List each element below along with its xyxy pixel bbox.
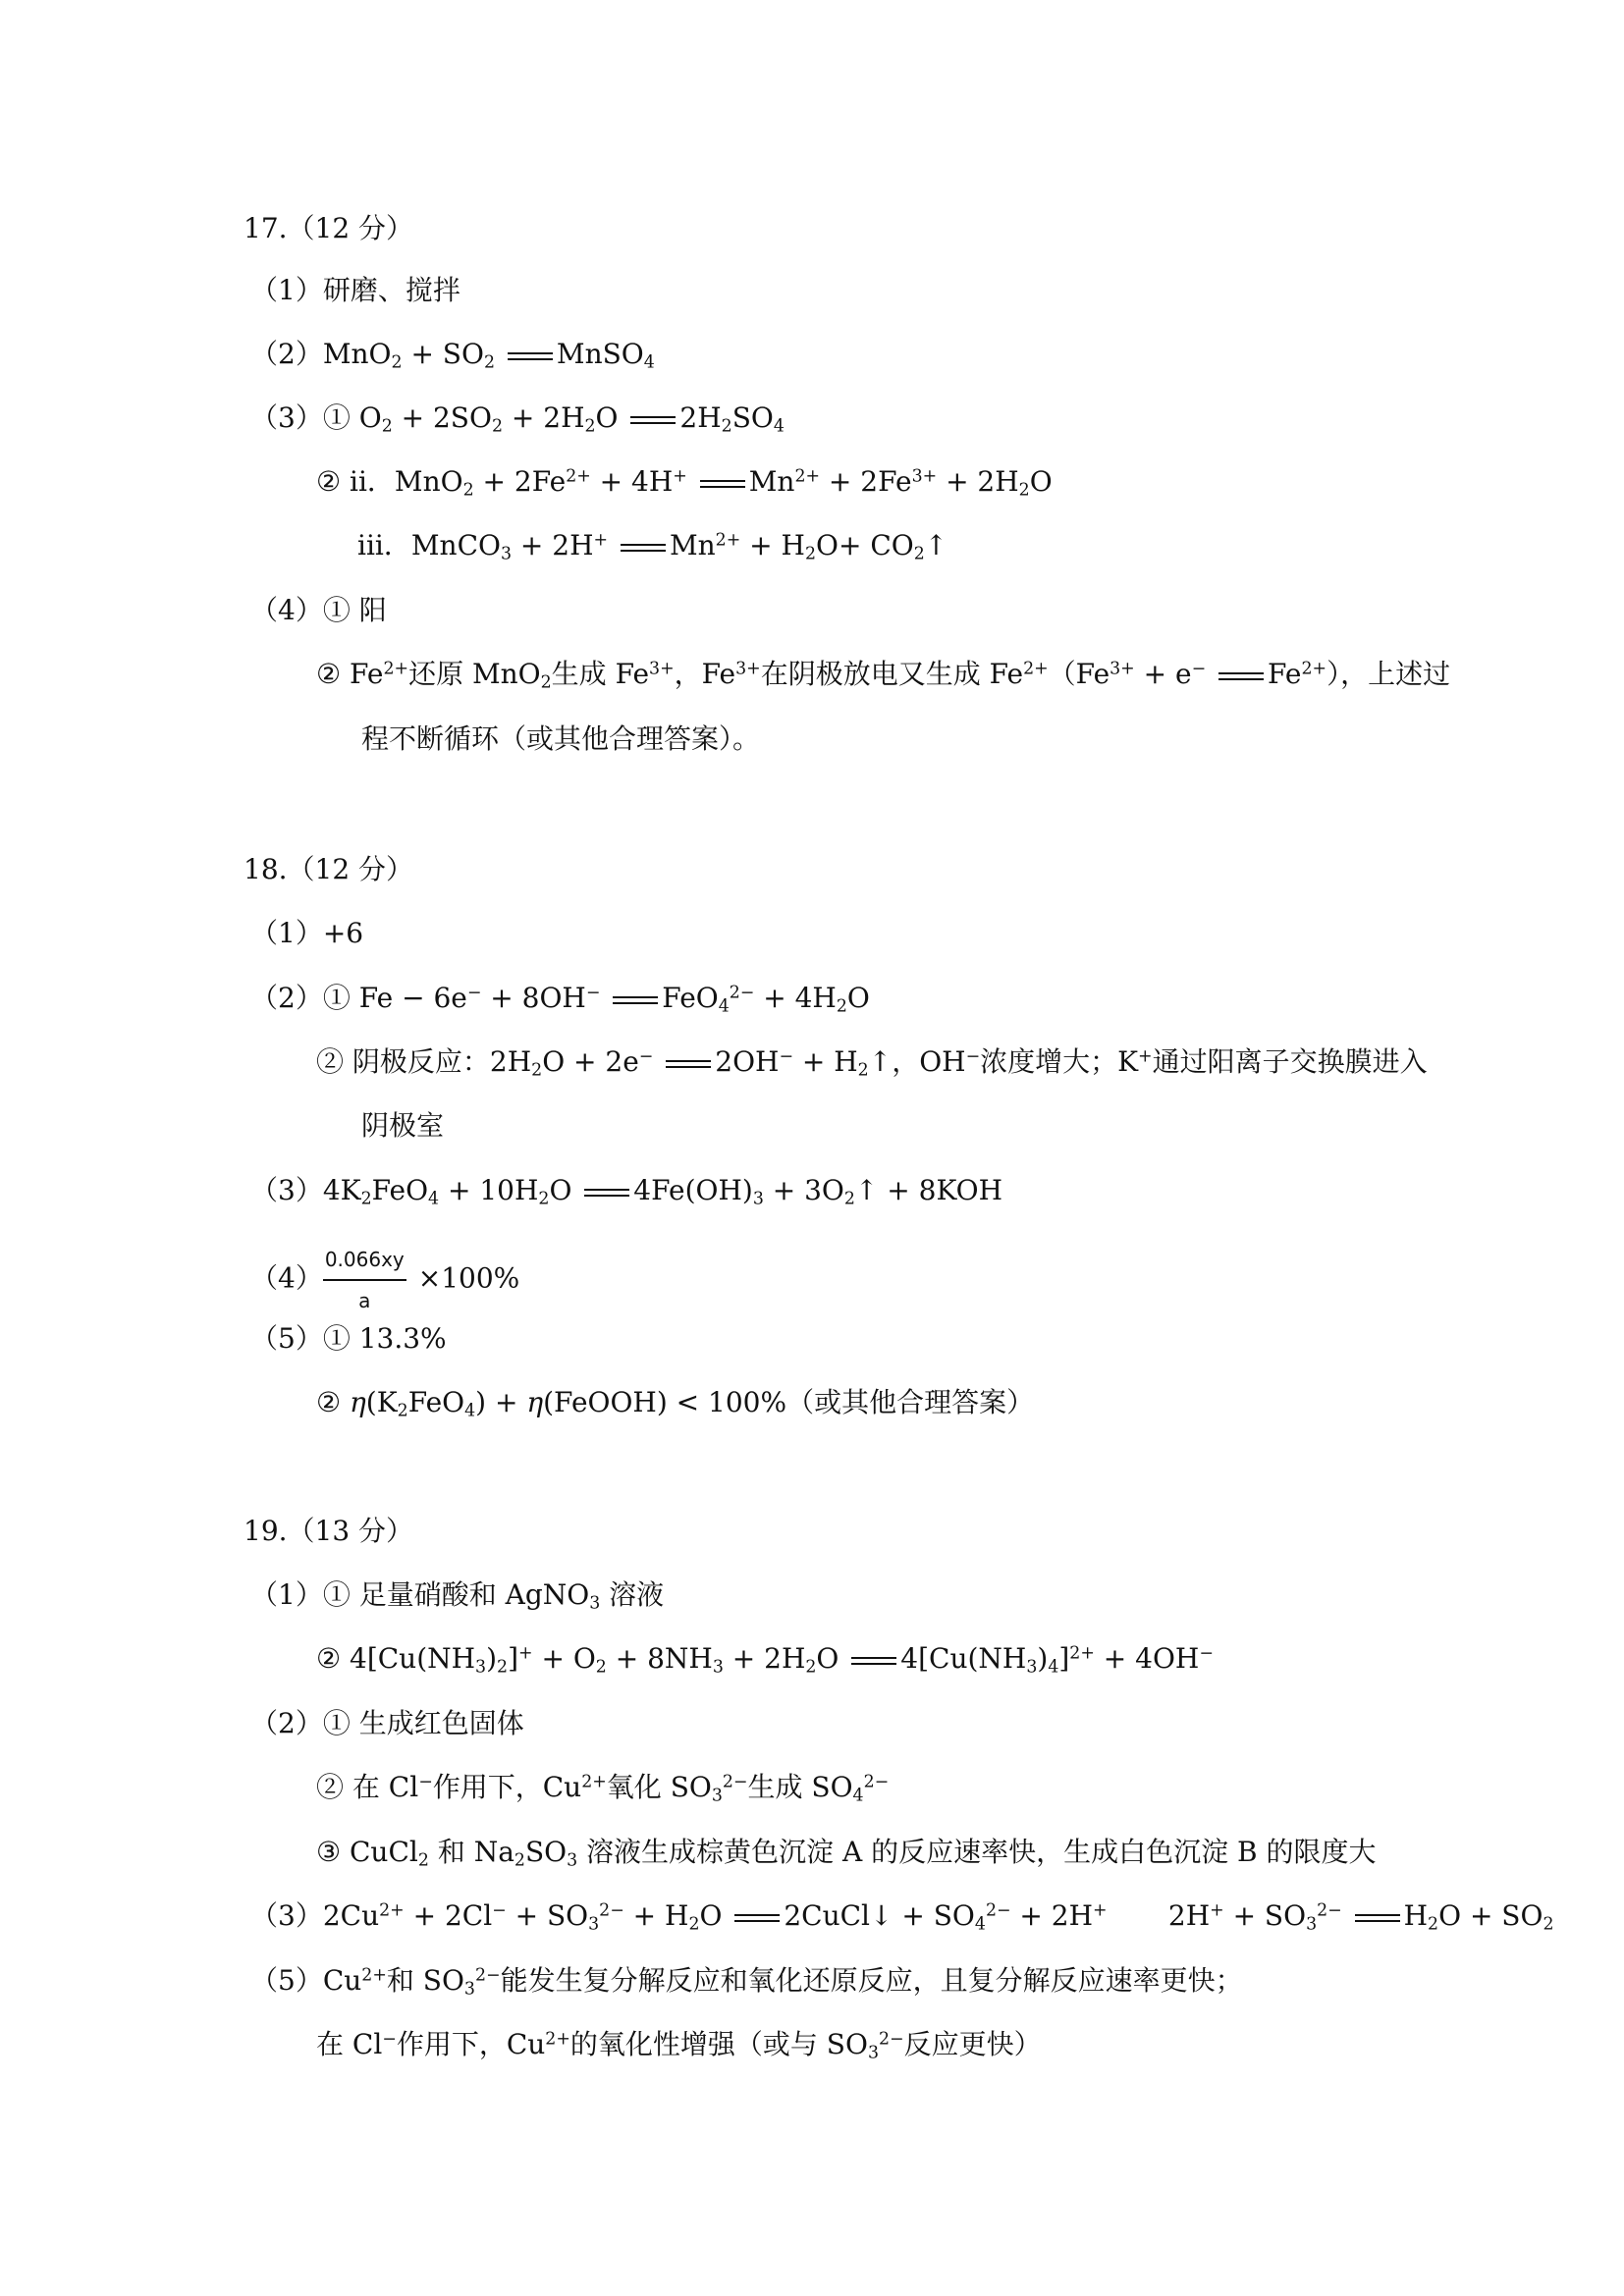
q18-part4: （4） $\frac{0.066xy}{a}$ ×100% bbox=[250, 1242, 519, 1318]
q17-part4-2: ② $Fe^{2+}$还原 MnO$_2$生成 $Fe^{3+}$，$Fe^{3+}$在阴极放电又生成 $Fe^{2+}(Fe^{3+} + e^-$ $Fe^{2+}$），上述过 bbox=[316, 658, 1451, 693]
gas-arrow-icon bbox=[925, 529, 947, 561]
q19-part2-3: ③ CuCl$_2$ 和 $Na_2SO_3$ 溶液生成棕黄色沉淀 A 的反应速率快，生成白色沉淀 B 的限度大 bbox=[316, 1836, 1377, 1871]
q17-part3-1: （3）① $O_2 + 2SO_2 + 2H_2O$ $2H_2SO_4$ bbox=[250, 401, 785, 437]
q18-part3: $(3)4K_2FeO_4 + 10H_2O$ $4Fe(OH)_3$ + $3O_2↑ + 8KOH$ bbox=[250, 1173, 1002, 1208]
q18-part2-cont: 阴极室 bbox=[361, 1109, 445, 1142]
q17-part2: $(2)MnO_2 + SO_2$ MnSO$_4$ bbox=[250, 338, 655, 373]
q19-part2-1: （2）① 生成红色固体 bbox=[250, 1707, 524, 1739]
equals-sign bbox=[506, 349, 555, 363]
q18-part1: （1）+6 bbox=[250, 917, 364, 949]
q19-part3: $(3)2Cu^{2+} + 2Cl^- + SO_3^{2-} + H_2O$ 2CuCl↓ + $SO_4^{2-} + 2H^+$ $2H^+ + SO_3^{2-}$ $H_2O + SO_2$ bbox=[250, 1898, 1554, 1934]
q19-part5-2: 在 Cl−作用下，$Cu^{2+}$的氧化性增强（或与 $SO_3^{2-}$反应更快） bbox=[316, 2028, 1042, 2063]
q19-header: 19.（13 分） bbox=[244, 1515, 414, 1547]
q19-part1-1: （1）① 足量硝酸和 AgNO$_3$ 溶液 bbox=[250, 1578, 665, 1614]
q17-part3-2: ② ii．$MnO_2 + 2Fe^{2+} + 4H^+$ $Mn^{2+} + 2Fe^{3+} + 2H_2O$ bbox=[316, 465, 1053, 501]
q19-part5-1: $(5)Cu^{2+}$和 $SO_3^{2-}$能发生复分解反应和氧化还原反应，且复分解反应速率更快； bbox=[250, 1964, 1243, 2000]
q17-part3-3: iii．MnCO$_3$ + 2H+ $Mn^{2+} + H_2O+$ $CO_2↑$ bbox=[357, 528, 947, 563]
q17-part1: （1）研磨、搅拌 bbox=[250, 274, 460, 306]
q18-part5-1: （5）① 13.3% bbox=[250, 1322, 447, 1355]
q18-part2-2: ② 阴极反应：$2H_2O + 2e^-$ $2OH^- + H_2↑$ ，OH−浓度增大；K+通过阳离子交换膜进入 bbox=[316, 1044, 1428, 1080]
q18-part2-1: （2）① Fe − 6e− + 8OH− $FeO_4^{2-} + 4H_2O$ bbox=[250, 982, 870, 1017]
q18-header: 18.（12 分） bbox=[244, 853, 414, 885]
fraction: $\frac{0.066xy}{a}$ bbox=[323, 1242, 406, 1318]
q19-part2-2: ② 在 Cl−作用下，$Cu^{2+}$氧化 $SO_3^{2-}$生成 $SO_4^{2-}$ bbox=[316, 1771, 890, 1806]
q19-part1-2: ② $4[Cu(NH_3)_2]^+ + O_2 + 8NH_3 + 2H_2O$ $4[Cu(NH_3)_4]^{2+} + 4OH^-$ bbox=[316, 1642, 1214, 1678]
q17-header: 17.（12 分） bbox=[244, 212, 414, 244]
q18-part5-2: ② $\eta(K_2FeO_4)$ + η(FeOOH) < 100%（或其他合理答案） bbox=[316, 1386, 1035, 1421]
precipitate-arrow-icon bbox=[870, 1899, 893, 1932]
q17-part4-1: （4）① 阳 bbox=[250, 594, 387, 626]
q17-part4-cont: 程不断循环（或其他合理答案）。 bbox=[361, 722, 761, 755]
